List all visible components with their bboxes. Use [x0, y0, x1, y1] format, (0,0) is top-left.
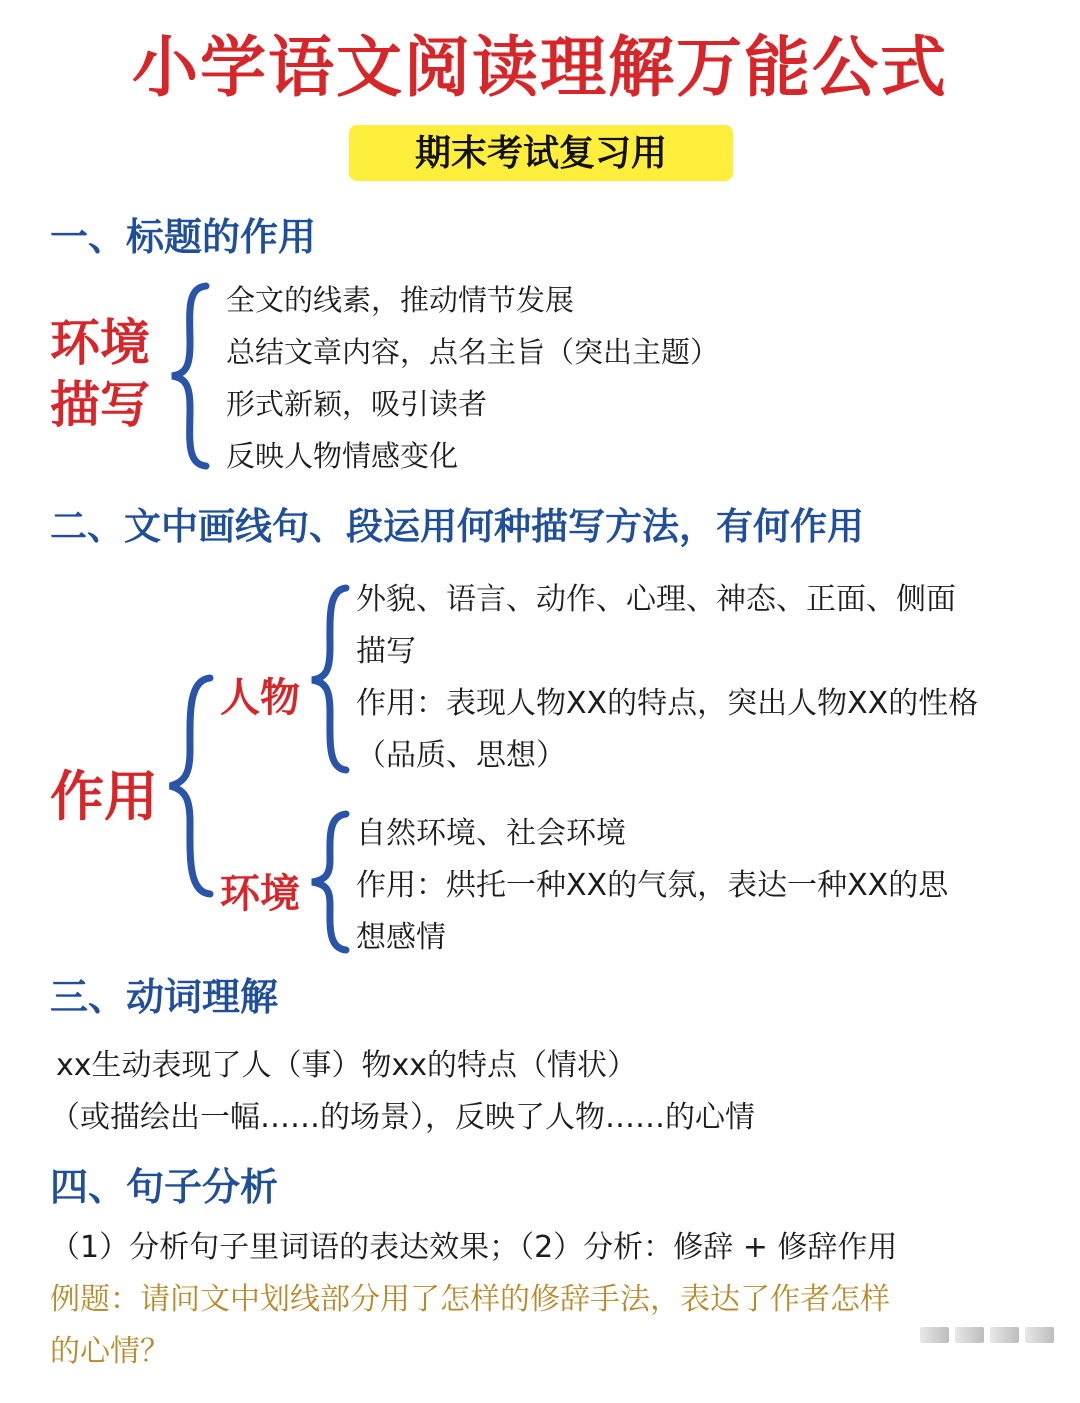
environment-line: 作用：烘托一种XX的气氛，表达一种XX的思 — [356, 868, 949, 903]
section4-line: （1）分析句子里词语的表达效果；（2）分析：修辞 + 修辞作用 — [50, 1230, 898, 1265]
section3-heading: 三、动词理解 — [50, 974, 279, 1019]
section1-item: 全文的线素，推动情节发展 — [226, 283, 575, 317]
section3-line: （或描绘出一幅……的场景），反映了人物……的心情 — [50, 1100, 755, 1135]
bar-segment — [990, 1327, 1019, 1343]
character-line: 描写 — [356, 634, 416, 669]
bar-segment — [920, 1327, 949, 1343]
section1-heading: 一、标题的作用 — [50, 214, 317, 259]
environment-line: 想感情 — [356, 920, 446, 955]
section1-item: 反映人物情感变化 — [226, 439, 459, 473]
section2-main-label: 作用 — [50, 764, 158, 828]
character-line: 作用：表现人物XX的特点，突出人物XX的性格 — [356, 686, 979, 721]
brace-section2-main — [164, 676, 220, 896]
bar-segment — [1025, 1327, 1054, 1343]
section3-line: xx生动表现了人（事）物xx的特点（情状） — [56, 1048, 638, 1083]
section1-label-line2: 描写 — [50, 375, 150, 434]
section1-item: 总结文章内容，点名主旨（突出主题） — [226, 335, 720, 369]
brace-section1 — [168, 284, 216, 468]
section2-heading: 二、文中画线句、段运用何种描写方法，有何作用 — [50, 504, 864, 548]
character-line: （品质、思想） — [356, 738, 566, 773]
brace-character — [308, 586, 354, 772]
section4-heading: 四、句子分析 — [50, 1164, 279, 1209]
page-title: 小学语文阅读理解万能公式 — [132, 28, 948, 106]
brace-environment — [308, 812, 354, 952]
example-line: 的心情？ — [50, 1334, 170, 1369]
section1-item: 形式新颖，吸引读者 — [226, 387, 488, 421]
subtitle-badge: 期末考试复习用 — [349, 125, 733, 181]
character-label: 人物 — [220, 674, 300, 721]
example-line: 例题：请问文中划线部分用了怎样的修辞手法，表达了作者怎样 — [50, 1282, 890, 1317]
decorative-bar — [920, 1327, 1054, 1343]
section1-label — [50, 312, 150, 436]
bar-segment — [955, 1327, 984, 1343]
environment-line: 自然环境、社会环境 — [356, 816, 626, 851]
character-line: 外貌、语言、动作、心理、神态、正面、侧面 — [356, 582, 956, 617]
environment-label: 环境 — [220, 870, 300, 917]
section1-label-line1: 环境 — [50, 313, 150, 372]
